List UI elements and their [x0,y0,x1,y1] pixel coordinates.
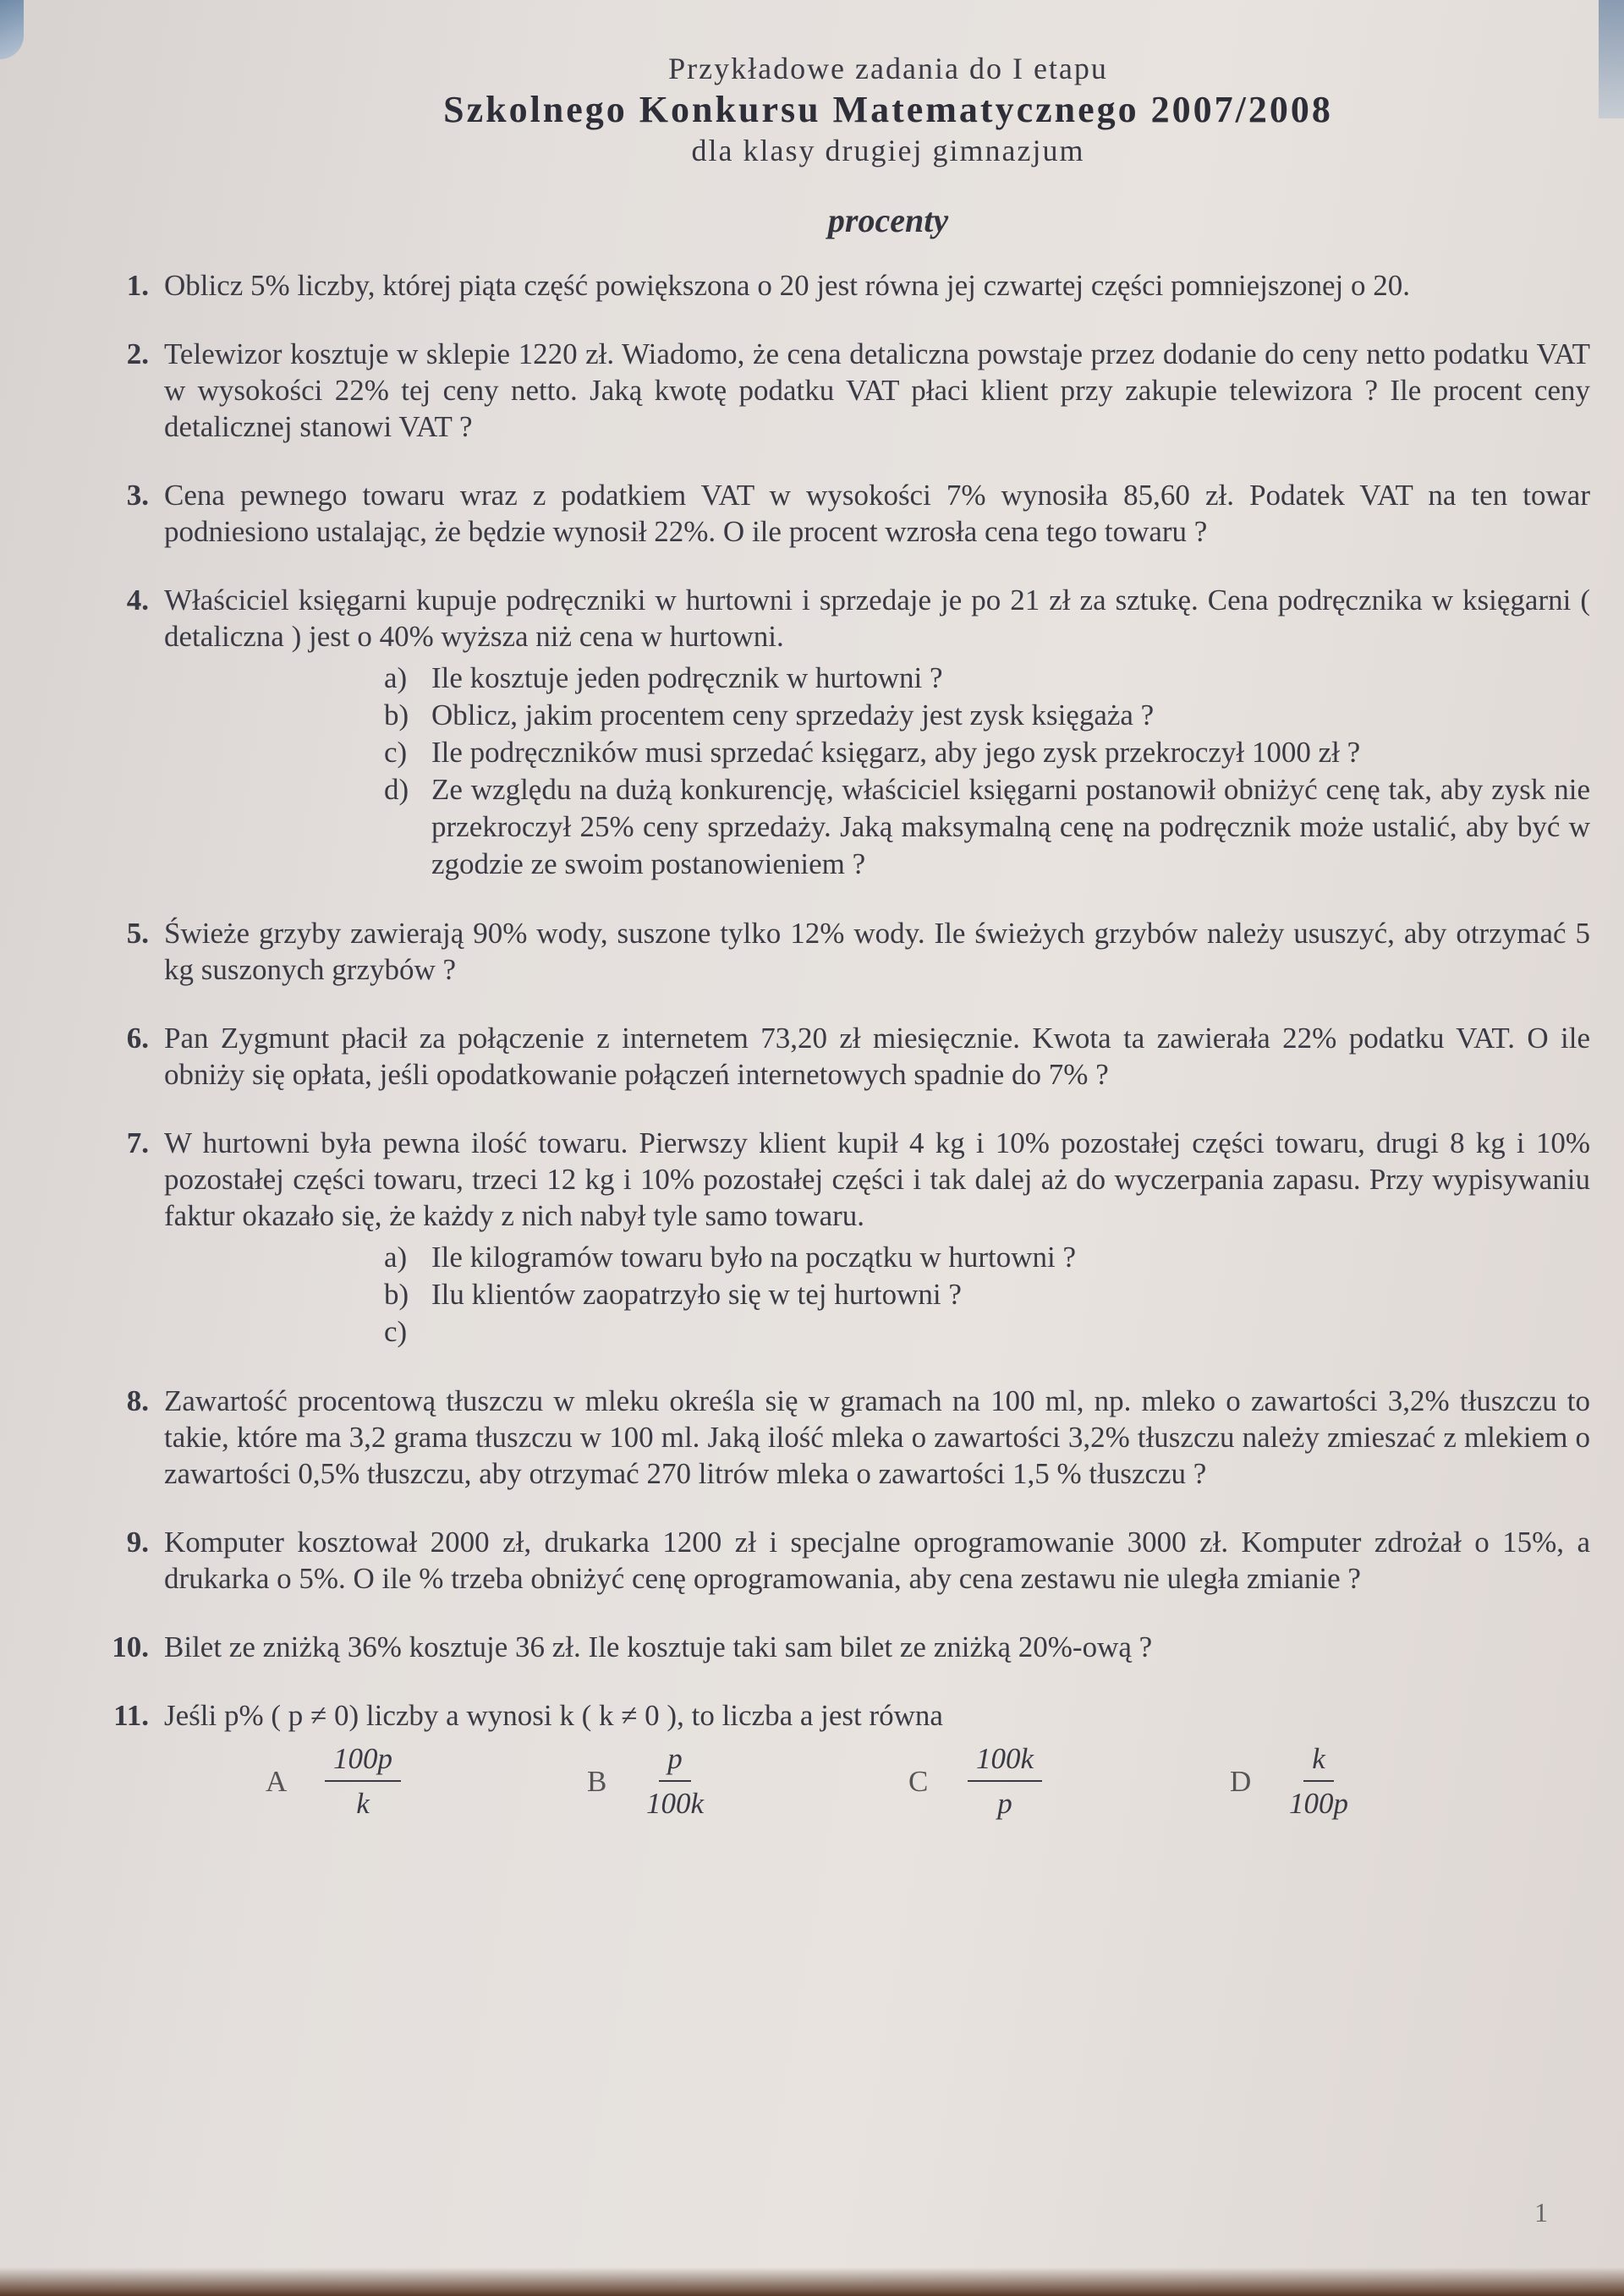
answer-option-d [1230,1740,1551,1822]
sub-question-text: Ilu klientów zaopatrzyło się w tej hurtowni ? [431,1278,962,1311]
fraction-denominator: k [356,1787,370,1820]
sub-question-text: Ile kosztuje jeden podręcznik w hurtowni ? [431,661,943,694]
problem-text: W hurtowni była pewna ilość towaru. Pierwszy klient kupił 4 kg i 10% pozostałej części towaru, drugi 8 kg i 10% pozostałej części towaru, trzeci 12 kg i 10% pozostałej części i tak dalej aż do wyczerpania zapasu. Przy wypisywaniu faktur okazało się, że każdy z nich nabył tyle samo towaru. [164,1126,1590,1232]
sub-question-text: Ile podręczników musi sprzedać księgarz, aby jego zysk przekroczył 1000 zł ? [431,736,1361,769]
page-number: 1 [1534,2197,1548,2228]
problem-4 [85,582,1590,883]
problem-number: 1. [126,269,149,302]
header-line-1: Przykładowe zadania do I etapu [668,52,1108,85]
fraction [325,1740,401,1822]
problem-number: 6. [126,1022,149,1055]
problem-number: 2. [126,337,149,370]
problem-number: 4. [126,584,149,616]
problem-text: Zawartość procentową tłuszczu w mleku określa się w gramach na 100 ml, np. mleko o zawartości 3,2% tłuszczu to takie, które ma 3,2 grama tłuszczu w 100 ml. Jaką ilość mleka o zawartości 3,2% tłuszczu należy zmieszać z mlekiem o zawartości 0,5% tłuszczu, aby otrzymać 270 litrów mleka o zawartości 1,5 % tłuszczu ? [164,1384,1590,1490]
problem-text: Oblicz 5% liczby, której piąta część powiększona o 20 jest równa jej czwartej części pomniejszonej o 20. [164,269,1411,302]
sub-question-text: Ile kilogramów towaru było na początku w hurtowni ? [431,1241,1077,1274]
problem-text: Świeże grzyby zawierają 90% wody, suszone tylko 12% wody. Ile świeżych grzybów należy ususzyć, aby otrzymać 5 kg suszonych grzybów ? [164,917,1590,986]
sub-question-label: b) [384,1278,409,1311]
background-edge-bottom [0,2267,1624,2296]
fraction [646,1740,704,1822]
problem-text: Telewizor kosztuje w sklepie 1220 zł. Wiadomo, że cena detaliczna powstaje przez dodanie do ceny netto podatku VAT w wysokości 22% tej ceny netto. Jaką kwotę podatku VAT płaci klient przy zakupie telewizora ? Ile procent ceny detalicznej stanowi VAT ? [164,337,1590,443]
problem-11 [85,1697,1590,1822]
fraction-numerator: k [1303,1740,1334,1782]
sub-question [384,697,1590,734]
fraction-denominator: p [997,1787,1012,1820]
problem-5 [85,915,1590,988]
sub-question [384,734,1590,771]
problem-number: 7. [126,1126,149,1159]
sub-question-label: c) [384,736,408,769]
sub-question-label: b) [384,699,409,732]
fraction [968,1740,1042,1822]
problem-2 [85,336,1590,445]
document-content [85,51,1590,1854]
problem-9 [85,1524,1590,1597]
background-corner-right [1599,0,1624,118]
problem-text: Cena pewnego towaru wraz z podatkiem VAT w wysokości 7% wynosiła 85,60 zł. Podatek VAT na ten towar podniesiono ustalając, że będzie wynosił 22%. O ile procent wzrosła cena tego towaru ? [164,479,1590,548]
answer-options [266,1740,1590,1822]
answer-option-c [908,1740,1230,1822]
problem-text: Jeśli p% ( p ≠ 0) liczby a wynosi k ( k ≠ 0 ), to liczba a jest równa [164,1699,943,1732]
problem-number: 5. [126,917,149,950]
problem-text: Komputer kosztował 2000 zł, drukarka 1200 zł i specjalne oprogramowanie 3000 zł. Komputer zdrożał o 15%, a drukarka o 5%. O ile % trzeba obniżyć cenę oprogramowania, aby cena zestawu nie uległa zmianie ? [164,1526,1590,1595]
fraction-numerator: p [659,1740,691,1782]
sub-question [384,1276,1590,1313]
answer-label: C [908,1764,929,1798]
problem-8 [85,1383,1590,1492]
header-line-3: dla klasy drugiej gimnazjum [691,134,1085,167]
problem-number: 9. [126,1526,149,1559]
sub-question-label: a) [384,661,408,694]
fraction-denominator: 100p [1289,1787,1348,1820]
sub-question-list [384,1239,1590,1351]
fraction [1289,1740,1348,1822]
sub-question-text: Ze względu na dużą konkurencję, właściciel księgarni postanowił obniżyć cenę tak, aby zysk nie przekroczył 25% ceny sprzedaży. Jaką maksymalną cenę na podręcznik może ustalić, aby być w zgodzie ze swoim postanowieniem ? [431,773,1590,880]
sub-question [384,771,1590,883]
problem-number: 3. [126,479,149,512]
fraction-numerator: 100k [968,1740,1042,1782]
problem-7 [85,1125,1590,1351]
problem-text: Bilet ze zniżką 36% kosztuje 36 zł. Ile kosztuje taki sam bilet ze zniżką 20%-ową ? [164,1630,1153,1663]
problem-number: 10. [112,1630,149,1663]
answer-option-a [266,1740,587,1822]
topic-title: procenty [827,201,949,239]
problem-number: 11. [113,1699,149,1732]
sub-question-label: a) [384,1241,408,1274]
problem-1 [85,267,1590,304]
header-line-2: Szkolnego Konkursu Matematycznego 2007/2008 [443,89,1333,130]
problem-6 [85,1020,1590,1093]
sub-question-label: d) [384,773,409,806]
problem-10 [85,1629,1590,1665]
answer-label: A [266,1764,288,1798]
answer-label: B [587,1764,607,1798]
sub-question [384,1239,1590,1276]
problem-text: Właściciel księgarni kupuje podręczniki w hurtowni i sprzedaje je po 21 zł za sztukę. Cena podręcznika w księgarni ( detaliczna ) jest o 40% wyższa niż cena w hurtowni. [164,584,1590,653]
problem-list [85,267,1590,1822]
problem-number: 8. [126,1384,149,1417]
sub-question-list [384,660,1590,883]
sub-question [384,1313,1590,1351]
answer-option-b [587,1740,908,1822]
background-corner-left [0,0,24,59]
fraction-numerator: 100p [325,1740,401,1782]
problem-text: Pan Zygmunt płacił za połączenie z internetem 73,20 zł miesięcznie. Kwota ta zawierała 22% podatku VAT. O ile obniży się opłata, jeśli opodatkowanie połączeń internetowych spadnie do 7% ? [164,1022,1590,1091]
sub-question-text [431,1313,1590,1351]
sub-question-text: Oblicz, jakim procentem ceny sprzedaży jest zysk księgaża ? [431,699,1155,732]
sub-question [384,660,1590,697]
problem-3 [85,477,1590,550]
fraction-denominator: 100k [646,1787,705,1820]
document-header [186,51,1590,168]
answer-label: D [1230,1764,1252,1798]
sub-question-label: c) [384,1315,408,1348]
